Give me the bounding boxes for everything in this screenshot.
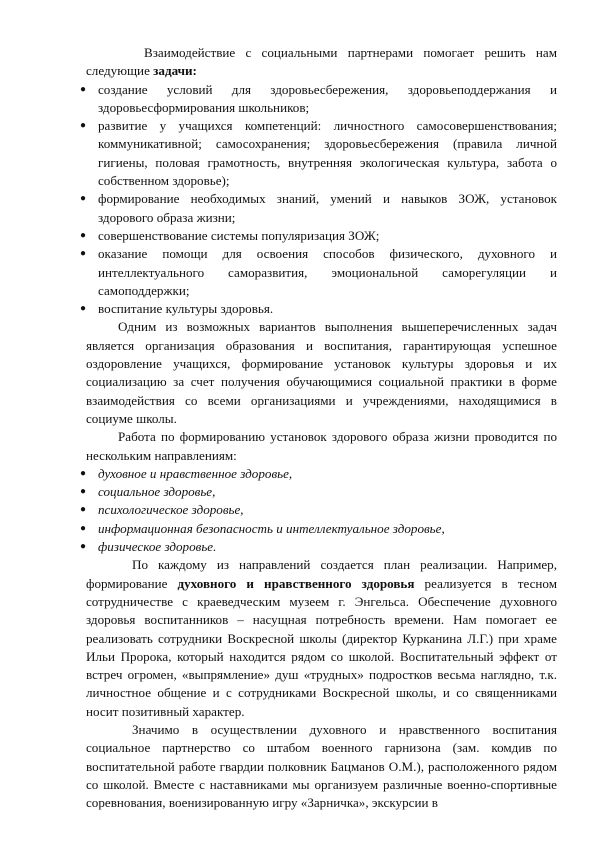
bullet-icon: ● bbox=[80, 522, 87, 534]
list-item: ● воспитание культуры здоровья. bbox=[86, 300, 557, 318]
directions-list bbox=[80, 465, 557, 556]
list-item: ● информационная безопасность и интеллектуальное здоровье, bbox=[86, 520, 557, 538]
bullet-icon: ● bbox=[80, 541, 87, 553]
paragraph-directions: Работа по формированию установок здорового образа жизни проводится по нескольким направлениям: bbox=[86, 429, 557, 463]
list-item: ● психологическое здоровье, bbox=[86, 501, 557, 519]
bullet-icon: ● bbox=[80, 486, 87, 498]
list-item: ● физическое здоровье. bbox=[86, 538, 557, 556]
intro-paragraph bbox=[86, 44, 557, 81]
bullet-icon: ● bbox=[80, 467, 87, 479]
bullet-icon: ● bbox=[80, 229, 87, 241]
list-item: ● совершенствование системы популяризация ЗОЖ; bbox=[86, 227, 557, 245]
tasks-heading: задачи: bbox=[153, 63, 197, 79]
list-item: ● духовное и нравственное здоровье, bbox=[86, 465, 557, 483]
list-item: ● развитие у учащихся компетенций: личностного самосовершенствования; коммуникативной; самосохранения; здоровьесбережения (правила личной гигиены, половая грамотность, внутренняя экологическая культура, забота о собственном здоровье); bbox=[80, 118, 557, 189]
tasks-list bbox=[80, 81, 557, 319]
list-item: ● формирование необходимых знаний, умений и навыков ЗОЖ, установок здорового образа жизни; bbox=[80, 191, 557, 225]
list-item: ● оказание помощи для освоения способов физического, духовного и интеллектуального саморазвития, эмоциональной саморегуляции и самоподдержки; bbox=[80, 246, 557, 298]
paragraph-partnership: Значимо в осуществлении духовного и нравственного воспитания социальное партнерство со штабом военного гарнизона (зам. комдив по воспитательной работе гвардии полковник Бацманов О.М.), расположенного рядом со школой. Вместе с наставниками мы организуем различные военно-спортивные соревнования, военизированную игру «Зарничка», экскурсии в bbox=[86, 721, 557, 811]
bullet-icon: ● bbox=[80, 504, 87, 516]
paragraph-plan: По каждому из направлений создается план реализации. Например, формирование духовного и нравственного здоровья реализуется в тесном сотрудничестве с краеведческим музеем г. Энгельса. Обеспечение духовного здоровья воспитанников – насущная потребность времени. Нам помогает ее реализовать сотрудники Воскресной школы (директор Курканина Л.Г.) при храме Ильи Пророка, который находится рядом со школой. Воспитательный эффект от встреч огромен, «выпрямление» душ «трудных» подростков весьма наглядно, т.к. личностное общение и с сотрудниками Воскресной школы, и со священниками носит позитивный характер. bbox=[86, 557, 557, 719]
list-item: ● социальное здоровье, bbox=[86, 483, 557, 501]
bullet-icon: ● bbox=[80, 248, 87, 260]
bullet-icon: ● bbox=[80, 193, 87, 205]
intro-text: Взаимодействие с социальными партнерами помогает решить нам следующие bbox=[86, 45, 557, 79]
paragraph-variants: Одним из возможных вариантов выполнения вышеперечисленных задач является организация образования и воспитания, гарантирующая успешное оздоровление учащихся, формирование установок культуры здоровья и их социализацию за счет получения обучающимися социальной практики в форме взаимодействия со всеми организациями и учреждениями, находящимися в социуме школы. bbox=[86, 319, 557, 426]
bullet-icon: ● bbox=[80, 83, 87, 95]
bullet-icon: ● bbox=[80, 120, 87, 132]
list-item: ● создание условий для здоровьесбережения, здоровьеподдержания и здоровьесформирования школьников; bbox=[80, 81, 557, 115]
bullet-icon: ● bbox=[80, 303, 87, 315]
bold-phrase: духовного и нравственного здоровья bbox=[177, 575, 415, 591]
